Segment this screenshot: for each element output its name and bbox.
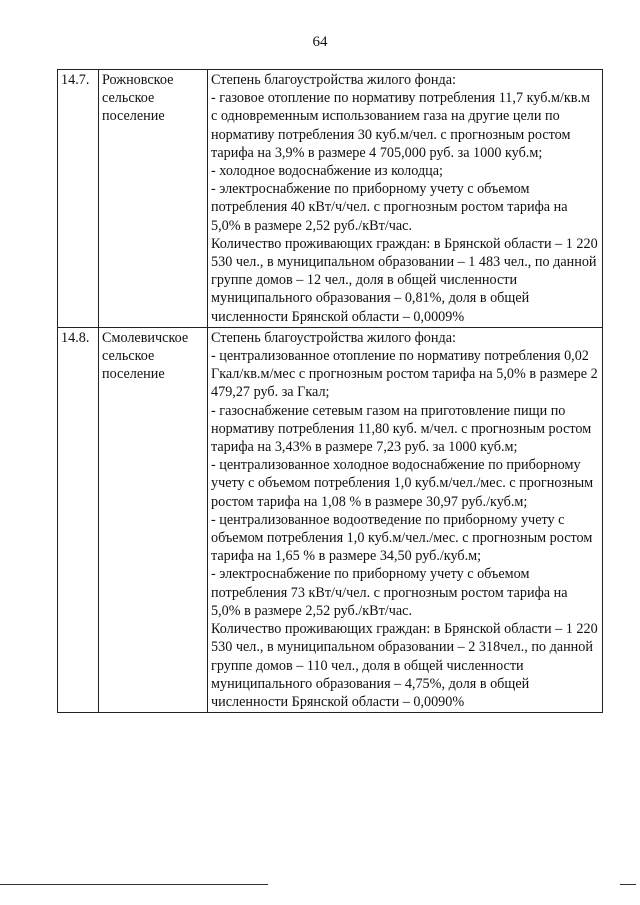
page-number: 64 [312, 34, 328, 50]
description-line: - централизованное отопление по нормативу потребления 0,02 Гкал/кв.м/мес с прогнозным ростом тарифа на 5,0% в размере 2 479,27 руб. за Гкал; [211, 348, 598, 401]
description-line: - газовое отопление по нормативу потребления 11,7 куб.м/кв.м с одновременным использованием газа на другие цели по нормативу потребления 30 куб.м/чел. с прогнозным ростом тарифа на 3,9% в размере 4 705,000 руб. за 1000 куб.м; [211, 90, 590, 161]
footer-mark [620, 884, 636, 885]
description-line: - газоснабжение сетевым газом на приготовление пищи по нормативу потребления 11,80 куб. м/чел. с прогнозным ростом тарифа на 3,43% в размере 7,23 руб. за 1000 куб.м; [211, 402, 592, 456]
description-line: - электроснабжение по приборному учету с объемом потребления 40 кВт/ч/чел. с прогнозным ростом тарифа на 5,0% в размере 2,52 руб./кВт/час. [211, 181, 568, 234]
settlement-name: Рожновское сельское поселение [99, 70, 208, 328]
description-line: - централизованное холодное водоснабжение по приборному учету с объемом потребления 1,0 куб.м/чел./мес. с прогнозным ростом тарифа на 1,08 % в размере 30,97 руб./куб.м; [211, 457, 594, 510]
tariff-table [57, 69, 603, 713]
description-line: - электроснабжение по приборному учету с объемом потребления 73 кВт/ч/чел. с прогнозным ростом тарифа на 5,0% в размере 2,52 руб./кВт/час. [211, 566, 568, 619]
description-line: - холодное водоснабжение из колодца; [211, 163, 443, 180]
settlement-description [208, 70, 603, 328]
settlement-name: Смолевичское сельское поселение [99, 327, 208, 712]
description-line: - централизованное водоотведение по приборному учету с объемом потребления 1,0 куб.м/чел./мес. с прогнозным ростом тарифа на 1,65 % в размере 34,50 руб./куб.м; [211, 511, 593, 565]
description-line: Степень благоустройства жилого фонда: [211, 72, 456, 88]
description-line: Количество проживающих граждан: в Брянской области – 1 220 530 чел., в муниципальном образовании – 2 318чел., по данной группе домов – 110 чел., доля в общей численности муниципального образования – 4,75%, доля в общей численности Брянской области – 0,0090% [211, 621, 598, 710]
row-number: 14.7. [58, 70, 99, 328]
settlement-description [208, 327, 603, 712]
footer-rule [0, 884, 268, 885]
row-number: 14.8. [58, 327, 99, 712]
description-line: Степень благоустройства жилого фонда: [211, 329, 456, 346]
table-row [58, 327, 603, 712]
description-line: Количество проживающих граждан: в Брянской области – 1 220 530 чел., в муниципальном образовании – 1 483 чел., по данной группе домов – 12 чел., доля в общей численности муниципального образования – 0,81%, доля в общей численности Брянской области – 0,0009% [211, 235, 598, 325]
table-row [58, 70, 603, 328]
